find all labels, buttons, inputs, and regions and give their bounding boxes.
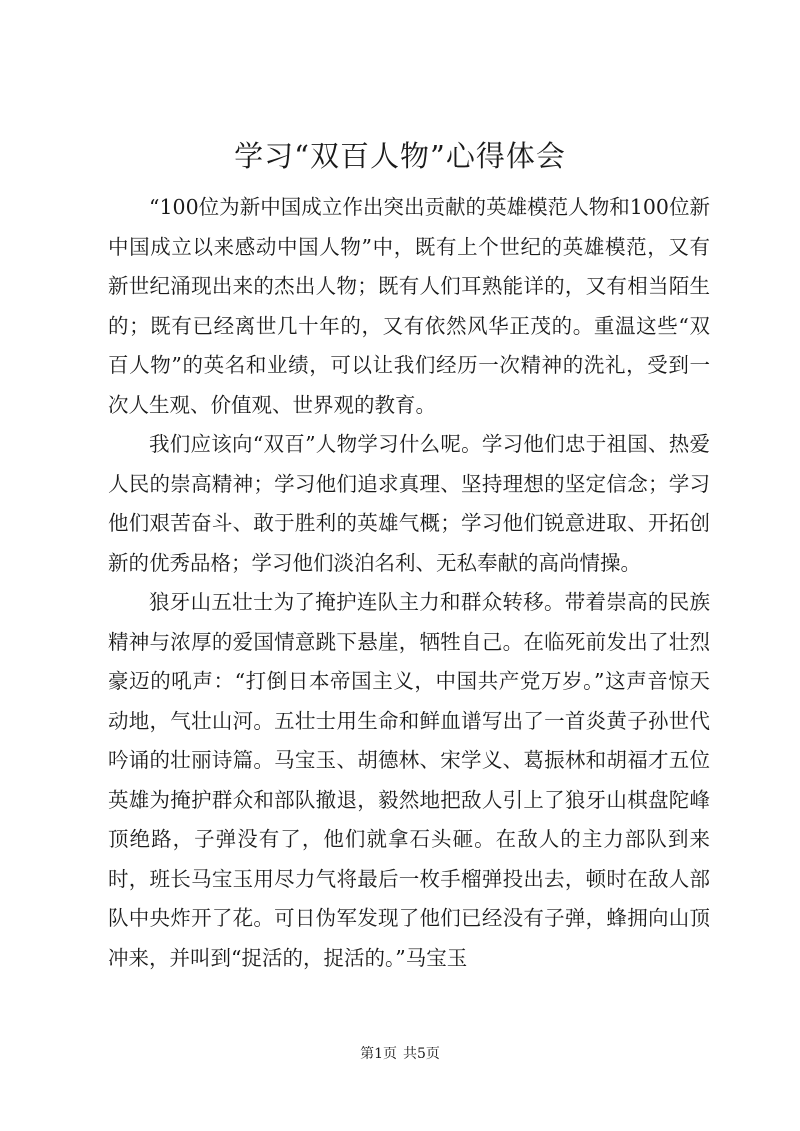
paragraph-five-heroes: 狼牙山五壮士为了掩护连队主力和群众转移。带着崇高的民族精神与浓厚的爱国情意跳下悬崖，牺牲自己。在临死前发出了壮烈豪迈的吼声：“打倒日本帝国主义，中国共产党万岁。”这声音惊天动地，气壮山河。五壮士用生命和鲜血谱写出了一首炎黄子孙世代吟诵的壮丽诗篇。马宝玉、胡德林、宋学义、葛振林和胡福才五位英雄为掩护群众和部队撤退，毅然地把敌人引上了狼牙山棋盘陀峰顶绝路，子弹没有了，他们就拿石头砸。在敌人的主力部队到来时，班长马宝玉用尽力气将最后一枚手榴弹投出去，顿时在敌人部队中央炸开了花。可日伪军发现了他们已经没有子弹，蜂拥向山顶冲来，并叫到“捉活的，捉活的。”马宝玉: [108, 590, 710, 970]
paragraph-what-to-learn: 我们应该向“双百”人物学习什么呢。学习他们忠于祖国、热爱人民的崇高精神；学习他们追求真理、坚持理想的坚定信念；学习他们艰苦奋斗、敢于胜利的英雄气概；学习他们锐意进取、开拓创新的优秀品格；学习他们淡泊名利、无私奉献的高尚情操。: [108, 432, 710, 575]
document-body: [108, 188, 710, 978]
paragraph-intro: “100位为新中国成立作出突出贡献的英雄模范人物和100位新中国成立以来感动中国人物”中，既有上个世纪的英雄模范，又有新世纪涌现出来的杰出人物；既有人们耳熟能详的，又有相当陌生的；既有已经离世几十年的，又有依然风华正茂的。重温这些“双百人物”的英名和业绩，可以让我们经历一次精神的洗礼，受到一次人生观、价值观、世界观的教育。: [108, 195, 710, 417]
page-number: 第1页: [360, 1046, 397, 1062]
page-footer: [0, 1044, 800, 1064]
document-title: 学习“双百人物”心得体会: [234, 139, 566, 173]
page-total: 共5页: [403, 1046, 440, 1062]
